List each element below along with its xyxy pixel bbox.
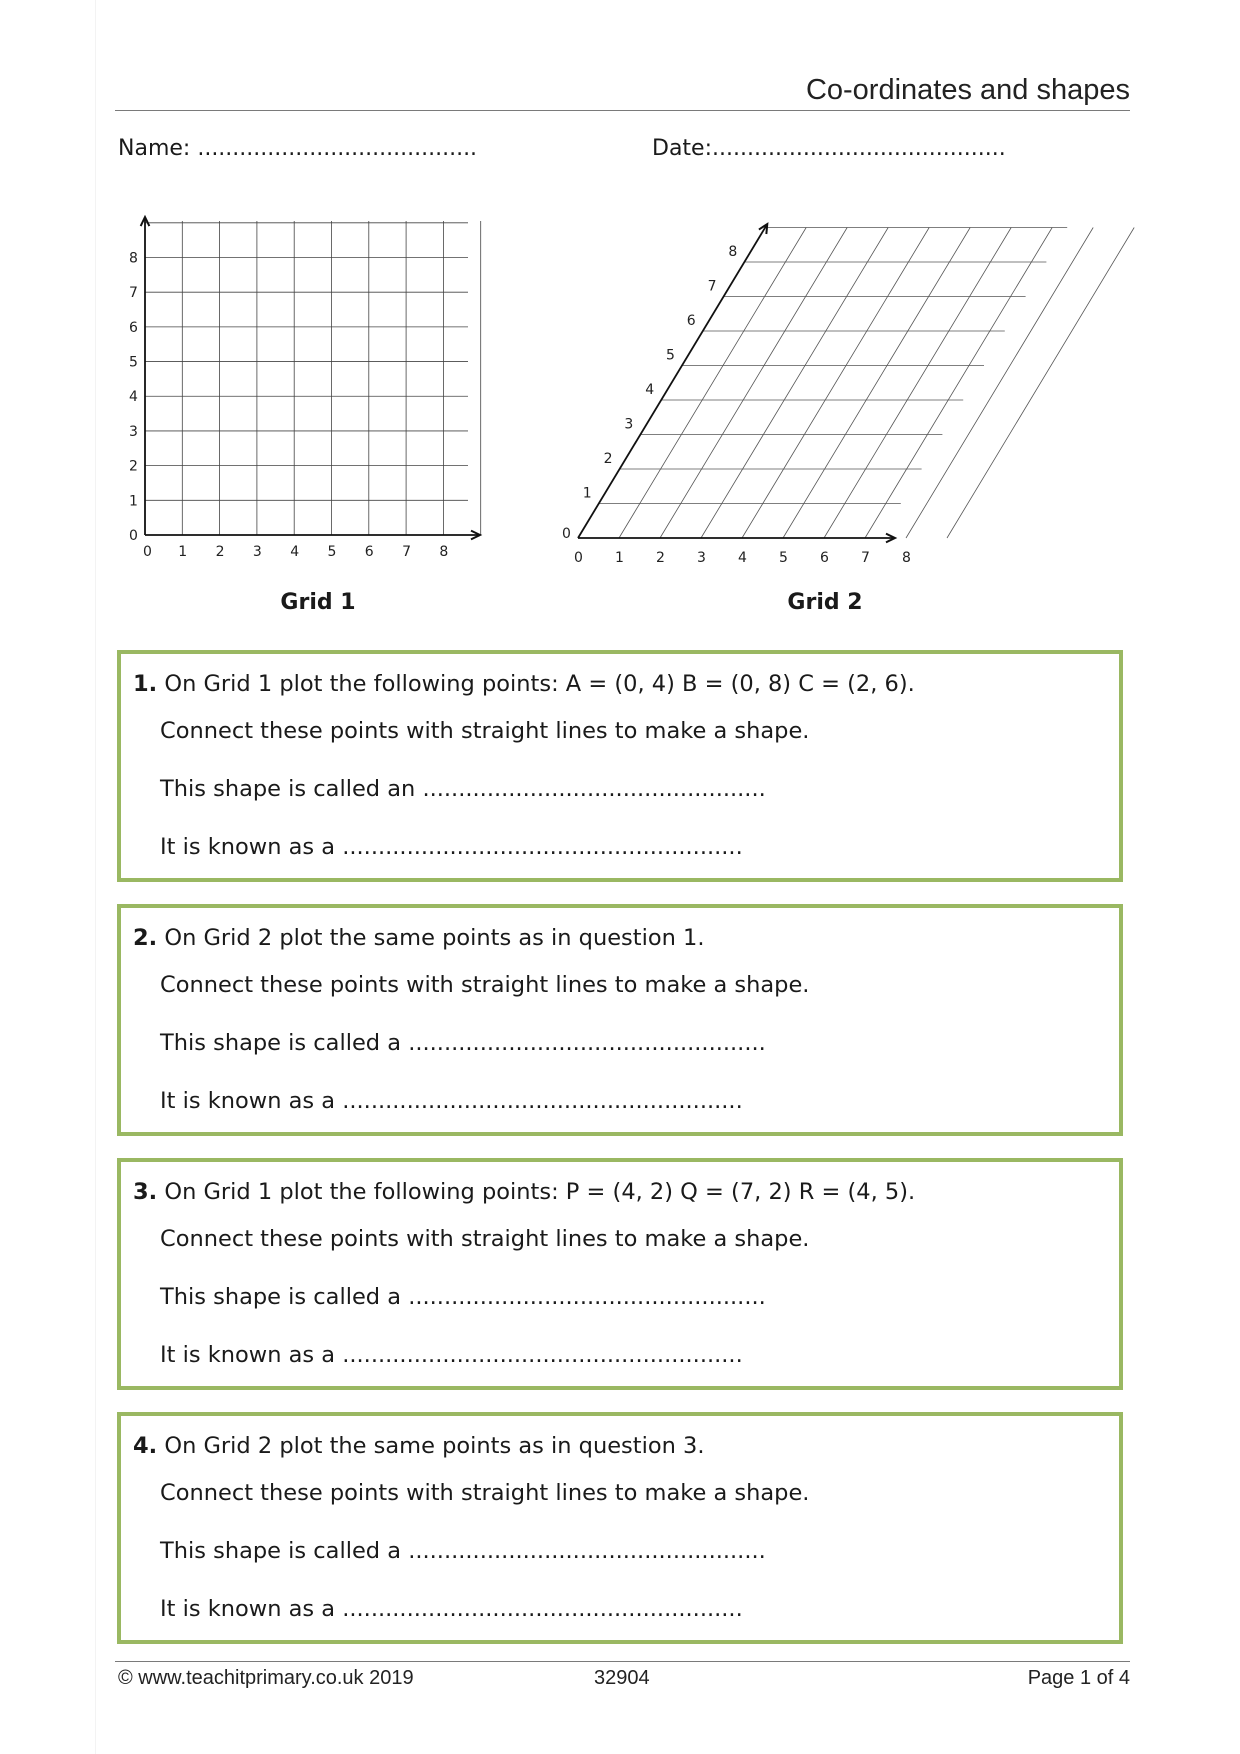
grid-2-y-tick-label: 3 xyxy=(624,416,634,433)
question-4-number: 4. xyxy=(133,1433,158,1459)
question-1-called-field[interactable]: This shape is called an ................................................ xyxy=(160,776,766,802)
grid-1-y-tick-label: 1 xyxy=(129,493,138,510)
footer-page-number: Page 1 of 4 xyxy=(1027,1667,1130,1689)
name-label: Name: xyxy=(118,136,191,161)
grid-1-x-tick-label: 6 xyxy=(364,544,374,560)
grid-2-x-tick-label: 3 xyxy=(697,550,706,566)
grid-1-y-tick-label: 8 xyxy=(129,250,138,267)
grid-2-slanted-line xyxy=(906,228,1093,539)
question-4-instruction: 4. On Grid 2 plot the same points as in question 3. xyxy=(133,1433,705,1459)
footer-copyright: © www.teachitprimary.co.uk 2019 xyxy=(118,1667,414,1689)
question-3-instruction: 3. On Grid 1 plot the following points: P = (4, 2) Q = (7, 2) R = (4, 5). xyxy=(133,1179,916,1205)
grid-2-slanted-line xyxy=(660,228,847,539)
question-1-number: 1. xyxy=(133,671,158,697)
grid-1-y-tick-label: 3 xyxy=(129,423,138,440)
name-field[interactable] xyxy=(118,136,477,161)
question-4-called-field[interactable]: This shape is called a .................................................. xyxy=(160,1538,766,1564)
grid-1-y-tick-label: 2 xyxy=(129,458,138,475)
grid-1-x-tick-label: 4 xyxy=(290,544,300,560)
grid-1-caption: Grid 1 xyxy=(280,590,356,615)
date-field[interactable] xyxy=(652,136,1006,161)
grid-2-x-tick-label: 5 xyxy=(779,550,788,566)
grid-2-y-tick-label: 6 xyxy=(686,313,696,329)
question-1-connect: Connect these points with straight lines to make a shape. xyxy=(160,718,810,744)
question-2-number: 2. xyxy=(133,925,158,951)
question-1-instruction: 1. On Grid 1 plot the following points: A = (0, 4) B = (0, 8) C = (2, 6). xyxy=(133,671,915,697)
grid-1-y-tick-label: 4 xyxy=(129,389,138,406)
grid-2-y-tick-label: 2 xyxy=(603,451,613,467)
question-3-called-field[interactable]: This shape is called a .................................................. xyxy=(160,1284,766,1310)
date-dots: .......................................... xyxy=(712,136,1006,161)
grid-2-y-tick-label: 7 xyxy=(707,278,717,295)
grid-2-y-tick-label: 8 xyxy=(728,244,738,260)
grid-2-slanted-line xyxy=(947,228,1134,539)
grid-1-x-tick-label: 3 xyxy=(252,544,262,560)
grid-1-x-tick-label: 1 xyxy=(178,544,188,560)
grid-2-x-tick-label: 6 xyxy=(820,550,829,566)
grid-1-y-tick-label: 7 xyxy=(129,285,138,302)
question-3-known-field[interactable]: It is known as a ........................................................ xyxy=(160,1342,743,1368)
grid-1-y-tick-label: 5 xyxy=(129,354,138,371)
footer-rule xyxy=(115,1661,1130,1662)
grid-1-x-tick-label: 0 xyxy=(143,544,152,560)
grid-2-y-tick-label: 4 xyxy=(645,382,655,398)
question-1-box xyxy=(117,650,1123,882)
question-2-called-field[interactable]: This shape is called a .................................................. xyxy=(160,1030,766,1056)
question-2-connect: Connect these points with straight lines to make a shape. xyxy=(160,972,810,998)
grid-2-y-tick-label: 5 xyxy=(666,347,675,364)
page-title: Co-ordinates and shapes xyxy=(805,74,1130,106)
grid-2-y-tick-label: 0 xyxy=(562,526,571,542)
grid-2-x-tick-label: 0 xyxy=(574,550,583,566)
grid-1-y-tick-label: 6 xyxy=(129,319,138,336)
grid-2-x-tick-label: 2 xyxy=(656,550,665,566)
question-3-number: 3. xyxy=(133,1179,158,1205)
question-4-connect: Connect these points with straight lines to make a shape. xyxy=(160,1480,810,1506)
grid-2-y-axis xyxy=(578,224,767,538)
grid-1-y-tick-label: 0 xyxy=(129,528,138,544)
grid-1-x-tick-label: 5 xyxy=(327,544,337,560)
question-2-instruction: 2. On Grid 2 plot the same points as in question 1. xyxy=(133,925,705,951)
grid-2-x-tick-label: 8 xyxy=(902,550,911,566)
grid-2-slanted-line xyxy=(742,228,929,539)
grid-1-x-tick-label: 8 xyxy=(439,544,449,560)
page-edge xyxy=(95,0,96,1754)
grid-2-x-tick-label: 1 xyxy=(615,550,624,566)
grid-2-y-tick-label: 1 xyxy=(582,485,592,502)
grid-2-caption: Grid 2 xyxy=(787,590,863,615)
grid-2 xyxy=(550,205,1130,565)
question-2-box xyxy=(117,904,1123,1136)
grid-2-slanted-line xyxy=(824,228,1011,539)
grid-2-x-tick-label: 7 xyxy=(861,550,870,566)
question-4-known-field[interactable]: It is known as a ........................................................ xyxy=(160,1596,743,1622)
name-dots: ........................................ xyxy=(197,136,478,161)
question-3-connect: Connect these points with straight lines to make a shape. xyxy=(160,1226,810,1252)
grid-2-slanted-line xyxy=(783,228,970,539)
grid-2-slanted-line xyxy=(701,228,888,539)
grid-2-slanted-line xyxy=(865,228,1052,539)
grid-1 xyxy=(115,205,495,565)
footer-code: 32904 xyxy=(594,1667,650,1689)
grid-2-x-tick-label: 4 xyxy=(738,550,747,566)
title-rule xyxy=(115,110,1130,111)
question-2-known-field[interactable]: It is known as a ........................................................ xyxy=(160,1088,743,1114)
question-4-box xyxy=(117,1412,1123,1644)
grid-1-x-tick-label: 2 xyxy=(215,544,225,560)
date-label: Date: xyxy=(652,136,712,161)
question-1-known-field[interactable]: It is known as a ........................................................ xyxy=(160,834,743,860)
question-3-box xyxy=(117,1158,1123,1390)
grid-1-x-tick-label: 7 xyxy=(402,544,412,560)
